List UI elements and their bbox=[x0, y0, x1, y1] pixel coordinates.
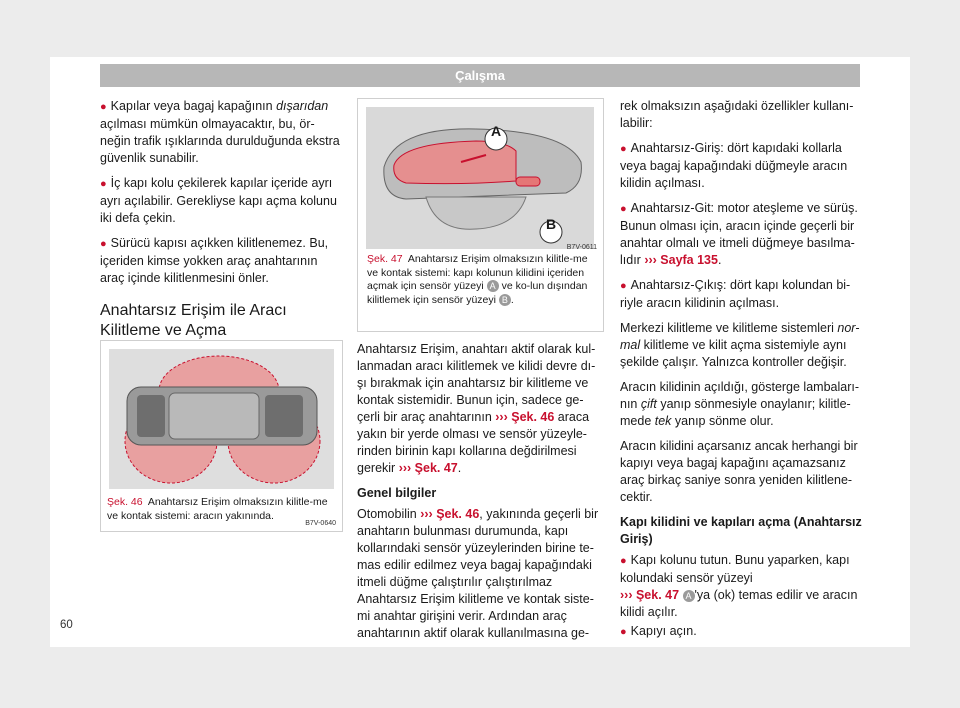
bullet-dot-icon: ● bbox=[100, 101, 107, 113]
bullet-driver-door: ● Sürücü kapısı açıkken kilitlenemez. Bu, içeriden kimse yokken araç anahtarının araç içinde kilitlenmesini önler. bbox=[100, 236, 329, 285]
middle-column bbox=[357, 341, 602, 650]
section-heading: Anahtarsız Erişim ile Aracı Kilitleme ve Açma bbox=[100, 302, 287, 339]
keyless-intro: Anahtarsız Erişim, anahtarı aktif olarak kul-lanmadan aracı kilitlemek ve kilidi devre dı-şı bırakmak için anahtarsız bir kilitleme ve kontak sistemidir. Bunun için, sadece ge-çerli bir araç anahtarının ››› Şek. 46 araca yakın bir yerde olması ve sensör yüzeyle-rinden birinin kapı kollarına değdirilmesi gerekir ››› Şek. 47. bbox=[357, 342, 596, 475]
indicator-text: Aracın kilidinin açıldığı, gösterge lambaları-nın çift yanıp sönmesiyle onaylanır; kilitle-mede tek yanıp sönme olur. bbox=[620, 380, 860, 428]
figure-46-code: B7V-0640 bbox=[305, 520, 336, 527]
right-column bbox=[620, 98, 862, 649]
bullet-dot-icon: ● bbox=[620, 143, 627, 155]
bullet-dot-icon: ● bbox=[620, 280, 627, 292]
bullet-dot-icon: ● bbox=[100, 238, 107, 250]
figure-47-image bbox=[366, 107, 594, 249]
relock-text: Aracın kilidini açarsanız ancak herhangi bir kapıyı veya bagaj kapağını açamazsanız araç birkaç saniye sonra yeniden kilitlene-cektir. bbox=[620, 439, 858, 504]
bullet-inner-handle: ● İç kapı kolu çekilerek kapılar içeride ayrı ayrı açılabilir. Gerekliyse kapı açma kolunu iki defa çekin. bbox=[100, 176, 337, 225]
bullet-keyless-exit: ● Anahtarsız-Çıkış: dört kapı kolundan bi-riyle aracın kilidinin açılması. bbox=[620, 278, 851, 310]
bullet-keyless-entry: ● Anahtarsız-Giriş: dört kapıdaki kollarla veya bagaj kapağındaki düğmeyle aracın kilidin açılması. bbox=[620, 141, 848, 190]
central-locking-text: Merkezi kilitleme ve kilitleme sistemleri nor-mal kilitleme ve kilit açma sistemiyle aynı şekilde çalışır. Yalnızca kontroller değişir. bbox=[620, 321, 860, 369]
step-grab-handle: ● Kapı kolunu tutun. Bunu yaparken, kapı kolundaki sensör yüzeyi ››› Şek. 47 A 'ya (ok) temas edilir ve aracın kilidi açılır. bbox=[620, 553, 858, 619]
bullet-dot-icon: ● bbox=[620, 626, 627, 638]
bullet-doors-outside: ● Kapılar veya bagaj kapağının dışarıdan açılması mümkün olmayacaktır, bu, ör-neğin trafik ışıklarında durulduğunda ekstra güvenlik sunabilir. bbox=[100, 99, 340, 165]
bullet-dot-icon: ● bbox=[100, 178, 107, 190]
callout-b-badge: B bbox=[499, 294, 511, 306]
figure-46-image bbox=[109, 349, 334, 489]
features-intro: rek olmaksızın aşağıdaki özellikler kullanı-labilir: bbox=[620, 99, 854, 130]
callout-a-badge: A bbox=[487, 280, 499, 292]
ref-fig-47[interactable]: ››› Şek. 47 bbox=[398, 461, 458, 475]
ref-fig-46[interactable]: ››› Şek. 46 bbox=[495, 410, 555, 424]
callout-a: A bbox=[490, 123, 502, 139]
ref-page-135[interactable]: ››› Sayfa 135 bbox=[644, 253, 718, 267]
ref-fig-47-b[interactable]: ››› Şek. 47 bbox=[620, 588, 680, 602]
callout-a-badge: A bbox=[683, 590, 695, 602]
general-info-text: Otomobilin ››› Şek. 46, yakınında geçerli bir anahtarın bulunması durumunda, kapı kollarındaki sensör yüzeylerinden birine te-mas edilir edilmez veya bagaj kapağındaki itmeli düğme çalıştırılır çalıştırılmaz Anahtarsız Erişim kilitleme ve kontak siste-mi anahtar girişini verir. Ardından araç anahtarının aktif olarak kullanılmasına ge- bbox=[357, 507, 599, 640]
step-open-door: ● Kapıyı açın. bbox=[620, 624, 697, 638]
car-top-view-illustration bbox=[109, 349, 334, 489]
open-doors-heading: Kapı kilidini ve kapıları açma (Anahtarsız Giriş) bbox=[620, 515, 862, 546]
page-header: Çalışma bbox=[100, 64, 860, 87]
page-number: 60 bbox=[60, 619, 73, 631]
bullet-dot-icon: ● bbox=[620, 203, 627, 215]
ref-fig-46-b[interactable]: ››› Şek. 46 bbox=[420, 507, 480, 521]
figure-47-code: B7V-0611 bbox=[566, 244, 597, 251]
bullet-keyless-go: ● Anahtarsız-Git: motor ateşleme ve sürüş. Bunun olması için, aracın içinde geçerli bir anahtar olmalı ve itmeli düğmeye basılma-lıdır ››› Sayfa 135. bbox=[620, 201, 858, 267]
general-info-heading: Genel bilgiler bbox=[357, 486, 437, 500]
bullet-dot-icon: ● bbox=[620, 555, 627, 567]
figure-46-caption: Şek. 46 Anahtarsız Erişim olmaksızın kilitle-me ve kontak sistemi: aracın yakınında. bbox=[107, 496, 328, 522]
left-column bbox=[100, 98, 342, 350]
callout-b: B bbox=[545, 216, 557, 232]
figure-47-caption: Şek. 47 Anahtarsız Erişim olmaksızın kilitle-me ve kontak sistemi: kapı kolunun kilidini içeriden açmak için sensör yüzeyi A ve ko-lun dışından kilitlemek için sensör yüzeyi B . bbox=[367, 253, 588, 306]
